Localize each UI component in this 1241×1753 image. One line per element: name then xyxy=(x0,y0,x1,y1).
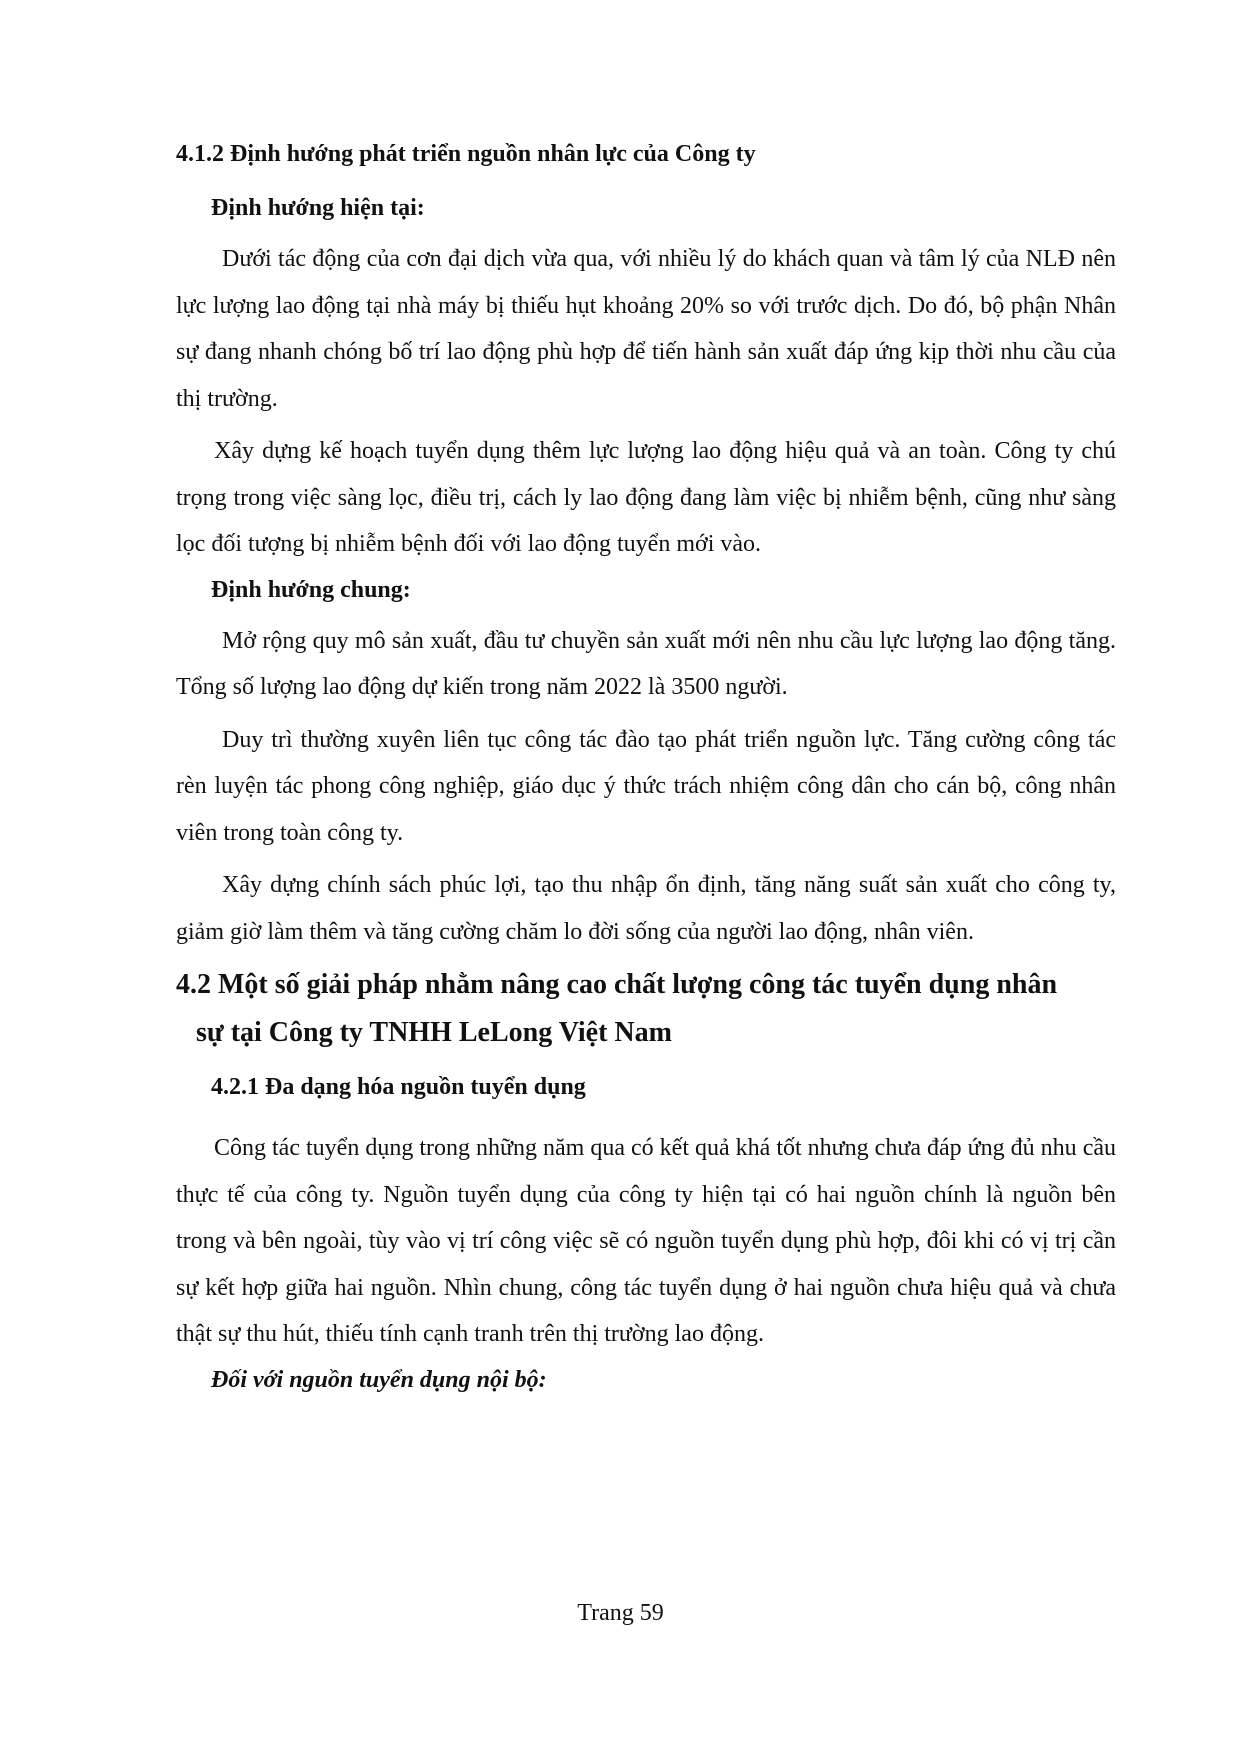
current-orientation-title: Định hướng hiện tại: xyxy=(211,195,425,221)
section-4-2-heading-line-1: 4.2 Một số giải pháp nhằm nâng cao chất lượng công tác tuyển dụng nhân xyxy=(176,969,1058,1000)
internal-recruitment-title: Đối với nguồn tuyển dụng nội bộ: xyxy=(211,1366,547,1393)
page-number: Trang 59 xyxy=(577,1600,664,1626)
current-orientation-paragraph-2: Xây dựng kế hoạch tuyển dụng thêm lực lượng lao động hiệu quả và an toàn. Công ty chú trọng trong việc sàng lọc, điều trị, cách ly lao động đang làm việc bị nhiễm bệnh, cũng như sàng lọc đối tượng bị nhiễm bệnh đối với lao động tuyển mới vào. xyxy=(176,438,1116,557)
section-4-2-1-paragraph: Công tác tuyển dụng trong những năm qua có kết quả khá tốt nhưng chưa đáp ứng đủ nhu cầu thực tế của công ty. Nguồn tuyển dụng của công ty hiện tại có hai nguồn chính là nguồn bên trong và bên ngoài, tùy vào vị trí công việc sẽ có nguồn tuyển dụng phù hợp, đôi khi có vị trị cần sự kết hợp giữa hai nguồn. Nhìn chung, công tác tuyển dụng ở hai nguồn chưa hiệu quả và chưa thật sự thu hút, thiếu tính cạnh tranh trên thị trường lao động. xyxy=(176,1135,1116,1347)
section-4-2-1-heading: 4.2.1 Đa dạng hóa nguồn tuyển dụng xyxy=(211,1074,586,1100)
general-orientation-paragraph-3: Xây dựng chính sách phúc lợi, tạo thu nhập ổn định, tăng năng suất sản xuất cho công ty, giảm giờ làm thêm và tăng cường chăm lo đời sống của người lao động, nhân viên. xyxy=(176,872,1116,945)
current-orientation-paragraph-1: Dưới tác động của cơn đại dịch vừa qua, với nhiều lý do khách quan và tâm lý của NLĐ nên lực lượng lao động tại nhà máy bị thiếu hụt khoảng 20% so với trước dịch. Do đó, bộ phận Nhân sự đang nhanh chóng bố trí lao động phù hợp để tiến hành sản xuất đáp ứng kịp thời nhu cầu của thị trường. xyxy=(176,246,1116,412)
general-orientation-title: Định hướng chung: xyxy=(211,576,411,603)
section-4-2-heading xyxy=(176,961,1116,1057)
general-orientation-paragraph-2: Duy trì thường xuyên liên tục công tác đào tạo phát triển nguồn lực. Tăng cường công tác rèn luyện tác phong công nghiệp, giáo dục ý thức trách nhiệm công dân cho cán bộ, công nhân viên trong toàn công ty. xyxy=(176,726,1116,846)
document-page xyxy=(176,138,1116,1408)
section-4-1-2-heading: 4.1.2 Định hướng phát triển nguồn nhân lực của Công ty xyxy=(176,141,756,167)
general-orientation-paragraph-1: Mở rộng quy mô sản xuất, đầu tư chuyền sản xuất mới nên nhu cầu lực lượng lao động tăng. Tổng số lượng lao động dự kiến trong năm 2022 là 3500 người. xyxy=(176,627,1116,700)
section-4-2-heading-line-2: sự tại Công ty TNHH LeLong Việt Nam xyxy=(196,1017,672,1048)
